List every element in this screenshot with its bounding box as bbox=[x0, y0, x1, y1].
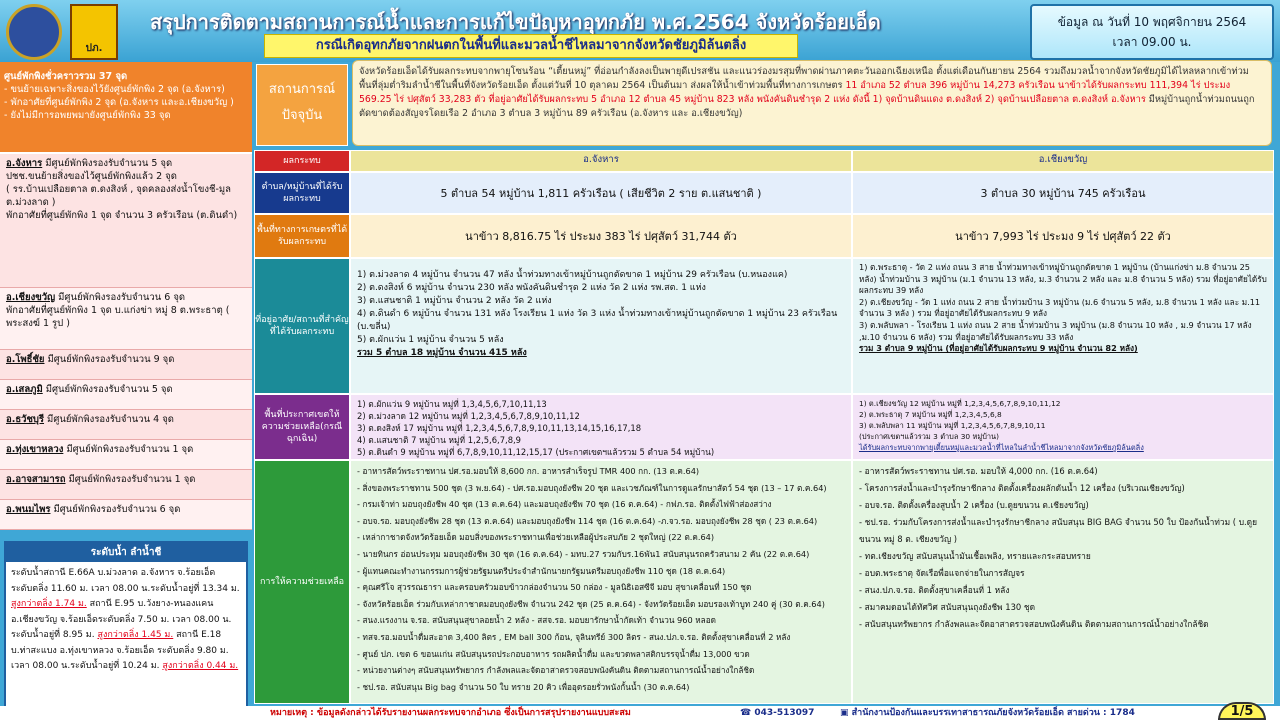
list-item: 1) ต.ผักแว่น 9 หมู่บ้าน หมู่ที่ 1,3,4,5,6,7,10,11,13 bbox=[357, 399, 547, 409]
row-label: พื้นที่ทางการเกษตรที่ได้รับผลกระทบ bbox=[254, 214, 350, 258]
footer-bar bbox=[0, 706, 1280, 720]
district-item bbox=[0, 380, 252, 410]
list-item: 1) ต.เชียงขวัญ 12 หมู่บ้าน หมู่ที่ 1,2,3,4,5,6,7,8,9,10,11,12 bbox=[859, 399, 1061, 408]
list-item: - สนับสนุนทรัพยากร กำลังพลและจัดอาสาตรวจสอบพนังคันดิน ติดตามสถานการณ์น้ำอย่างใกล้ชิด bbox=[859, 619, 1209, 629]
row-label: พื้นที่ประกาศเขตให้ความช่วยเหลือ(กรณีฉุกเฉิน) bbox=[254, 394, 350, 460]
water-level-title: ระดับน้ำ ลำน้ำชี bbox=[6, 543, 246, 562]
list-item: 3) ต.แสนชาติ 1 หมู่บ้าน จำนวน 2 หลัง วัด 2 แห่ง bbox=[357, 296, 552, 306]
list-item: 5) ต.ผักแว่น 1 หมู่บ้าน จำนวน 5 หลัง bbox=[357, 335, 504, 345]
footer-org bbox=[840, 706, 1135, 720]
table-row bbox=[254, 258, 1274, 394]
water-line: สถานี E.18 bbox=[173, 630, 222, 640]
district-text: มีศูนย์พักพิงรองรับจำนวน 4 จุด bbox=[44, 414, 174, 425]
list-item: - ทต.เชียงขวัญ สนับสนุนน้ำมันเชื้อเพลิง, ทรายและกระสอบทราย bbox=[859, 551, 1091, 561]
list-item: 1) ต.พระธาตุ - วัด 2 แห่ง ถนน 3 สาย น้ำท่วมทางเข้าหมู่บ้านถูกตัดขาด 1 หมู่บ้าน (บ้านแก่งข่า ม.8 จำนวน 25 หลัง) น้ำท่วมบ้าน 3 หมู่บ้าน (ม.1 จำนวน 13 หลัง, ม.3 จำนวน 2 หลัง และ ม.8 จำนวน 5 หลัง) รวม ที่อยู่อาศัยได้รับผลกระทบ 39 หลัง bbox=[859, 262, 1267, 296]
table-row bbox=[254, 214, 1274, 258]
footer-phone bbox=[740, 706, 814, 720]
district-item bbox=[0, 500, 252, 530]
list-item: - ชป.รอ. ร่วมกับโครงการส่งน้ำและบำรุงรักษาชีกลาง สนับสนุน BIG BAG จำนวน 50 ใบ ป้องกันน้ำท่วม ( บ.ดูยขนวน หมู่ 8 ต. เชียงขวัญ ) bbox=[859, 517, 1258, 544]
water-line: อ.เชียงขวัญ จ.ร้อยเอ็ดระดับตลิ่ง 7.50 ม. เวลา 08.00 น. bbox=[11, 614, 232, 625]
list-item: - สิ่งของพระราชทาน 500 ชุด (3 พ.ย.64) - ปศ.รอ.มอบถุงยังชีพ 20 ชุด และเวชภัณฑ์ในการดูแลรักษาสัตว์ 54 ชุด (13 – 17 ต.ค.64) bbox=[357, 482, 827, 493]
table-header-col2: อ.เชียงขวัญ bbox=[852, 150, 1274, 172]
district-name: อ.ทุ่งเขาหลวง bbox=[6, 444, 64, 455]
shelter-line: - พักอาศัยที่ศูนย์พักพิง 2 จุด (อ.จังหาร และอ.เชียงขวัญ ) bbox=[4, 97, 234, 108]
district-text: มีศูนย์พักพิงรองรับจำนวน 5 จุด bbox=[42, 158, 173, 169]
water-level-box bbox=[4, 541, 248, 709]
district-name: อ.โพธิ์ชัย bbox=[6, 354, 45, 365]
province-seal-logo bbox=[6, 4, 62, 60]
cell: นาข้าว 7,993 ไร่ ประมง 9 ไร่ ปศุสัตว์ 22 ตัว bbox=[852, 214, 1274, 258]
list-item: - จังหวัดร้อยเอ็ด ร่วมกับเหล่ากาชาดมอบถุงยังชีพ จำนวน 242 ชุด (25 ต.ค.64) - จังหวัดร้อยเอ็ด มอบรองเท้าบูท 240 คู่ (30 ต.ค.64) bbox=[357, 598, 825, 609]
situation-label-line: ปัจจุบัน bbox=[281, 108, 323, 123]
table-row bbox=[254, 172, 1274, 214]
table-row bbox=[254, 460, 1274, 704]
shelter-line: - ยังไม่มีการอพยพมายังศูนย์พักพิง 33 จุด bbox=[4, 110, 171, 121]
list-item: (ประกาศเขตฯแล้วรวม 3 ตำบล 30 หมู่บ้าน) bbox=[859, 432, 999, 441]
list-item: 2) ต.ดงสิงห์ 6 หมู่บ้าน จำนวน 230 หลัง พนังคันดินชำรุด 2 แห่ง วัด 2 แห่ง รพ.สต. 1 แห่ง bbox=[357, 283, 706, 293]
cell bbox=[852, 258, 1274, 394]
cell bbox=[350, 394, 852, 460]
list-total: รวม 3 ตำบล 9 หมู่บ้าน (ที่อยู่อาศัยได้รับผลกระทบ 9 หมู่บ้าน จำนวน 82 หลัง) bbox=[859, 343, 1138, 354]
list-item: 2) ต.เชียงขวัญ - วัด 1 แห่ง ถนน 2 สาย น้ำท่วมบ้าน 3 หมู่บ้าน (ม.6 จำนวน 5 หลัง, ม.8 จำนวน 1 หลัง และ ม.11 จำนวน 3 หลัง ) รวม ที่อยู่อาศัยได้รับผลกระทบ 9 หลัง bbox=[859, 296, 1261, 319]
list-item: - สนง.แรงงาน จ.รอ. สนับสนุนสุขาลอยน้ำ 2 หลัง - สสจ.รอ. มอบยารักษาน้ำกัดเท้า จำนวน 960 หลอด bbox=[357, 615, 716, 626]
page-number-badge: 1/5 bbox=[1218, 702, 1266, 720]
situation-text bbox=[352, 60, 1272, 146]
water-line: ระดับน้ำสถานี E.66A บ.ม่วงลาด อ.จังหาร จ.ร้อยเอ็ด bbox=[11, 568, 216, 578]
district-name: อ.พนมไพร bbox=[6, 504, 51, 515]
list-item: - กรมเจ้าท่า มอบถุงยังชีพ 40 ชุด (13 ต.ค.64) และมอบถุงยังชีพ 70 ชุด (16 ต.ค.64) - กฟภ.รอ. ติดตั้งไฟฟ้าส่องสว่าง bbox=[357, 499, 772, 510]
cell bbox=[350, 258, 852, 394]
water-over-bank: สูงกว่าตลิ่ง 0.44 ม. bbox=[162, 661, 239, 671]
district-name: อ.อาจสามารถ bbox=[6, 474, 66, 485]
water-over-bank: สูงกว่าตลิ่ง 1.45 ม. bbox=[97, 630, 174, 640]
ddpm-logo-text: ปภ. bbox=[85, 43, 103, 54]
district-item bbox=[0, 410, 252, 440]
table-header-col1: อ.จังหาร bbox=[350, 150, 852, 172]
water-line: ระดับตลิ่ง 11.60 ม. เวลา 08.00 น.ระดับน้ำอยู่ที่ 13.34 ม. bbox=[11, 583, 240, 594]
page-title: สรุปการติดตามสถานการณ์น้ำและการแก้ไขปัญหาอุทกภัย พ.ศ.2564 จังหวัดร้อยเอ็ด bbox=[150, 10, 881, 34]
list-item: 5) ต.ดินดำ 9 หมู่บ้าน หมู่ที่ 6,7,8,9,10,11,12,15,17 (ประกาศเขตฯแล้วรวม 5 ตำบล 54 หมู่บ้าน) bbox=[357, 447, 715, 457]
cell bbox=[852, 394, 1274, 460]
list-item: - ผู้แทนคณะทำงานกรรมการผู้ช่วยรัฐมนตรีประจำสำนักนายกรัฐมนตรีมอบถุงยังชีพ 110 ชุด (18 ต.ค.64) bbox=[357, 565, 726, 576]
water-line: บ.ท่าสะแบง อ.ทุ่งเขาหลวง จ.ร้อยเอ็ด ระดับตลิ่ง 9.80 ม. bbox=[11, 645, 229, 656]
table-row bbox=[254, 394, 1274, 460]
list-item: - สนง.ปภ.จ.รอ. ติดตั้งสุขาเคลื่อนที่ 1 หลัง bbox=[859, 585, 1010, 595]
list-item: 2) ต.ม่วงลาด 12 หมู่บ้าน หมู่ที่ 1,2,3,4,5,6,7,8,9,10,11,12 bbox=[357, 411, 580, 421]
district-extra: พักอาศัยที่ศูนย์พักพิง 1 จุด จำนวน 3 ครัวเรือน (ต.ดินดำ) bbox=[6, 210, 238, 221]
list-item: 3) ต.ดงสิงห์ 17 หมู่บ้าน หมู่ที่ 1,2,3,4,5,6,7,8,9,10,11,13,14,15,16,17,18 bbox=[357, 423, 642, 433]
district-name: อ.เชียงขวัญ bbox=[6, 292, 56, 303]
district-extra: พักอาศัยที่ศูนย์พักพิง 1 จุด บ.แก่งข่า หมู่ 8 ต.พระธาตุ ( พระสงฆ์ 1 รูป ) bbox=[6, 305, 230, 329]
date-box bbox=[1030, 4, 1274, 60]
list-item: - อบจ.รอ. ติดตั้งเครื่องสูบน้ำ 2 เครื่อง (บ.ดูยขนวน ต.เชียงขวัญ) bbox=[859, 500, 1089, 510]
list-total: รวม 5 ตำบล 18 หมู่บ้าน จำนวน 415 หลัง bbox=[357, 348, 527, 358]
water-line: ระดับน้ำอยู่ที่ 8.95 ม. bbox=[11, 630, 98, 640]
monitor-icon: ▣ bbox=[840, 708, 852, 718]
list-item: - หน่วยงานต่างๆ สนับสนุนทรัพยากร กำลังพลและจัดอาสาตรวจสอบพนังคันดิน ติดตามสถานการณ์น้ำอย่างใกล้ชิด bbox=[357, 665, 755, 676]
district-name: อ.ธวัชบุรี bbox=[6, 414, 45, 425]
cell: 3 ตำบล 30 หมู่บ้าน 745 ครัวเรือน bbox=[852, 172, 1274, 214]
district-text: มีศูนย์พักพิงรองรับจำนวน 5 จุด bbox=[42, 384, 173, 395]
table-header-label: ผลกระทบ bbox=[254, 150, 350, 172]
district-extra: ปชช.ขนย้ายสิ่งของไว้ศูนย์พักพิงแล้ว 2 จุด bbox=[6, 171, 177, 182]
cell bbox=[852, 460, 1274, 704]
district-item bbox=[0, 440, 252, 470]
list-item: 3) ต.พลับพลา - โรงเรียน 1 แห่ง ถนน 2 สาย น้ำท่วมบ้าน 3 หมู่บ้าน (ม.8 จำนวน 10 หลัง , ม.9 จำนวน 17 หลัง ,ม.10 จำนวน 6 หลัง) รวม ที่อยู่อาศัยได้รับผลกระทบ 33 หลัง bbox=[859, 319, 1252, 342]
row-label: ที่อยู่อาศัย/สถานที่สำคัญที่ได้รับผลกระทบ bbox=[254, 258, 350, 394]
district-text: มีศูนย์พักพิงรองรับจำนวน 1 จุด bbox=[63, 444, 194, 455]
list-item: - คุณศรีโจ สุวรรณธารา และครอบครัวมอบข้าวกล่องจำนวน 50 กล่อง - มูลนิธิเอสซีจี มอบ สุขาเคลื่อนที่ 150 ชุด bbox=[357, 582, 752, 593]
district-text: มีศูนย์พักพิงรองรับจำนวน 1 จุด bbox=[65, 474, 196, 485]
district-name: อ.เสลภูมิ bbox=[6, 384, 43, 395]
list-item: - อาหารสัตว์พระราชทาน ปศ.รอ.มอบให้ 8,600 กก. อาหารสำเร็จรูป TMR 400 กก. (13 ต.ค.64) bbox=[357, 466, 700, 476]
district-extra: ( รร.บ้านเปลือยตาล ต.ดงสิงห์ , จุดคลองส่งน้ำโขงชี-มูล ต.ม่วงลาด ) bbox=[6, 184, 231, 208]
list-item: - เหล่ากาชาดจังหวัดร้อยเอ็ด มอบสิ่งของพระราชทานเพื่อช่วยเหลือผู้ประสบภัย 2 ชุดใหญ่ (22 ต.ค.64) bbox=[357, 532, 715, 543]
list-item: 2) ต.พระธาตุ 7 หมู่บ้าน หมู่ที่ 1,2,3,4,5,6,8 bbox=[859, 410, 1002, 419]
list-item: - อบจ.รอ. มอบถุงยังชีพ 28 ชุด (13 ต.ค.64) และมอบถุงยังชีพ 114 ชุด (16 ต.ค.64) -ภ.จว.รอ. มอบถุงยังชีพ 28 ชุด ( 23 ต.ค.64) bbox=[357, 515, 818, 526]
district-item bbox=[0, 470, 252, 500]
footer-note: หมายเหตุ : ข้อมูลดังกล่าวได้รับรายงานผลกระทบจากอำเภอ ซึ่งเป็นการสรุปรายงานแบบสะสม bbox=[270, 708, 631, 718]
list-item: 4) ต.ดินดำ 6 หมู่บ้าน จำนวน 131 หลัง โรงเรียน 1 แห่ง วัด 3 แห่ง น้ำท่วมทางเข้าหมู่บ้านถูกตัดขาด 1 หมู่บ้าน 23 ครัวเรือน (บ.ขลี่น) bbox=[357, 309, 838, 332]
row-label: ตำบล/หมู่บ้านที่ได้รับผลกระทบ bbox=[254, 172, 350, 214]
shelter-line: ศูนย์พักพิงชั่วคราวรวม 37 จุด bbox=[4, 71, 128, 82]
district-name: อ.จังหาร bbox=[6, 158, 43, 169]
list-item: - นายทินกร อ่อนประทุม มอบถุงยังชีพ 30 ชุด (16 ต.ค.64) - มทบ.27 รวมกับร.16พัน1 สนับสนุนรถครัวสนาม 2 คัน (22 ต.ค.64) bbox=[357, 548, 810, 559]
district-item bbox=[0, 154, 252, 288]
water-line: สถานี E.95 บ.วังยาง-หนองแคน bbox=[86, 599, 214, 609]
cell: 5 ตำบล 54 หมู่บ้าน 1,811 ครัวเรือน ( เสียชีวิต 2 ราย ต.แสนชาติ ) bbox=[350, 172, 852, 214]
time-line: เวลา 09.00 น. bbox=[1112, 35, 1192, 49]
list-item: - ทสจ.รอ.มอบน้ำดื่มสะอาด 3,400 ลิตร , EM ball 300 ก้อน, จุลินทรีย์ 300 ลิตร - สนง.ปภ.จ.รอ. ติดตั้งสุขาเคลื่อนที่ 2 หลัง bbox=[357, 631, 791, 642]
row-label: การให้ความช่วยเหลือ bbox=[254, 460, 350, 704]
situation-para: จังหวัดร้อยเอ็ดได้รับผลกระทบจากพายุโซนร้อน “เตี้ยนหมู่” ที่อ่อนกำลังลงเป็นพายุดีเปรสชัน และแนวร่องมรสุมที่พาดผ่านภาคตะวันออกเฉียงเหนือ ตั้งแต่เดือนกันยายน 2564 รวมถึงมวลน้ำจากจังหวัดชัยภูมิได้ไหลหลากเข้าท่วมพื้นที่ลุ่มต่ำริมลำน้ำชีในพื้นที่จังหวัดร้อยเอ็ด ตั้งแต่วันที่ 10 ตุลาคม 2564 เป็นต้นมา ส่งผลให้น้ำเข้าท่วมพื้นที่ทางการเกษตร bbox=[359, 66, 1249, 91]
list-item: - ศูนย์ ปภ. เขต 6 ขอนแก่น สนับสนุนรถประกอบอาหาร รถผลิตน้ำดื่ม และขวดพลาสติกบรรจุน้ำดื่ม 13,000 ขวด bbox=[357, 648, 750, 659]
district-item bbox=[0, 350, 252, 380]
phone-number: 043-513097 bbox=[754, 708, 815, 718]
ddpm-logo bbox=[70, 4, 118, 60]
list-item: 1) ต.ม่วงลาด 4 หมู่บ้าน จำนวน 47 หลัง น้ำท่วมทางเข้าหมู่บ้านถูกตัดขาด 1 หมู่บ้าน 29 ครัวเรือน (บ.หนองแค) bbox=[357, 270, 788, 280]
phone-icon: ☎ bbox=[740, 708, 755, 718]
situation-para: มีหมู่บ้านถูกน้ำท่วมถนนถูกตัดขาดต้องสัญจรโดยเรือ 2 อำเภอ 3 ตำบล 3 หมู่บ้าน 89 ครัวเรือน (อ.จังหาร และ อ.เชียงขวัญ) bbox=[359, 94, 1255, 119]
district-item bbox=[0, 288, 252, 350]
shelter-line: - ขนย้ายเฉพาะสิ่งของไว้ยังศูนย์พักพิง 2 จุด (อ.จังหาร) bbox=[4, 84, 225, 95]
list-note: ได้รับผลกระทบจากพายุเตี้ยนหมู่และมวลน้ำที่ไหลในลำน้ำชีไหลมาจากจังหวัดชัยภูมิล้นตลิ่ง bbox=[859, 443, 1144, 452]
situation-label-line: สถานการณ์ bbox=[268, 82, 336, 97]
list-item: - ชป.รอ. สนับสนุน Big bag จำนวน 50 ใบ ทราย 20 คิว เพื่ออุดรอยรั่วพนังกั้นน้ำ (30 ต.ค.64) bbox=[357, 681, 690, 692]
water-over-bank: สูงกว่าตลิ่ง 1.74 ม. bbox=[11, 599, 87, 609]
date-line: ข้อมูล ณ วันที่ 10 พฤศจิกายน 2564 bbox=[1057, 15, 1247, 29]
list-item: - อบต.พระธาตุ จัดเรือพื่อแจกจ่ายในการสัญจร bbox=[859, 568, 1025, 578]
page-subtitle: กรณีเกิดอุทกภัยจากฝนตกในพื้นที่และมวลน้ำชีไหลมาจากจังหวัดชัยภูมิล้นตลิ่ง bbox=[264, 34, 798, 58]
table-header-row bbox=[254, 150, 1274, 172]
district-text: มีศูนย์พักพิงรองรับจำนวน 6 จุด bbox=[50, 504, 181, 515]
district-text: มีศูนย์พักพิงรองรับจำนวน 6 จุด bbox=[55, 292, 186, 303]
list-item: - สมาคมดอนได้ทัศวิศ สนับสนุนถุงยังชีพ 130 ชุด bbox=[859, 602, 1036, 612]
list-item: 3) ต.พลับพลา 11 หมู่บ้าน หมู่ที่ 1,2,3,4,5,6,7,8,9,10,11 bbox=[859, 421, 1046, 430]
district-text: มีศูนย์พักพิงรองรับจำนวน 9 จุด bbox=[44, 354, 175, 365]
list-item: 4) ต.แสนชาติ 7 หมู่บ้าน หมู่ที่ 1,2,5,6,7,8,9 bbox=[357, 435, 522, 445]
list-item: - อาหารสัตว์พระราชทาน ปศ.รอ. มอบให้ 4,000 กก. (16 ต.ค.64) bbox=[859, 466, 1098, 476]
situation-highlight: 11 อำเภอ 52 ตำบล 396 หมู่บ้าน 14,273 ครัวเรือน นาข้าวได้รับผลกระทบ 111,394 ไร่ ประมง 569.25 ไร่ ปศุสัตว์ 33,283 ตัว ที่อยู่อาศัยได้รับผลกระทบ 5 อำเภอ 12 ตำบล 45 หมู่บ้าน 823 หลัง พนังคันดินชำรุด 2 แห่ง ดังนี้ 1) จุดบ้านดินแดง ต.ดงสิงห์ 2) จุดบ้านเปลือยตาล ต.ดงสิงห์ อ.จังหาร bbox=[359, 80, 1231, 105]
shelter-summary bbox=[0, 62, 252, 154]
cell bbox=[350, 460, 852, 704]
list-item: - โครงการส่งน้ำและบำรุงรักษาชีกลาง ติดตั้งเครื่องผลักดันน้ำ 12 เครื่อง (บริเวณเชียงขวัญ) bbox=[859, 483, 1185, 493]
cell: นาข้าว 8,816.75 ไร่ ประมง 383 ไร่ ปศุสัตว์ 31,744 ตัว bbox=[350, 214, 852, 258]
org-name: สำนักงานป้องกันและบรรเทาสาธารณภัยจังหวัดร้อยเอ็ด สายด่วน : 1784 bbox=[851, 708, 1135, 718]
water-line: เวลา 08.00 น.ระดับน้ำอยู่ที่ 10.24 ม. bbox=[11, 661, 163, 671]
situation-label bbox=[256, 64, 348, 146]
